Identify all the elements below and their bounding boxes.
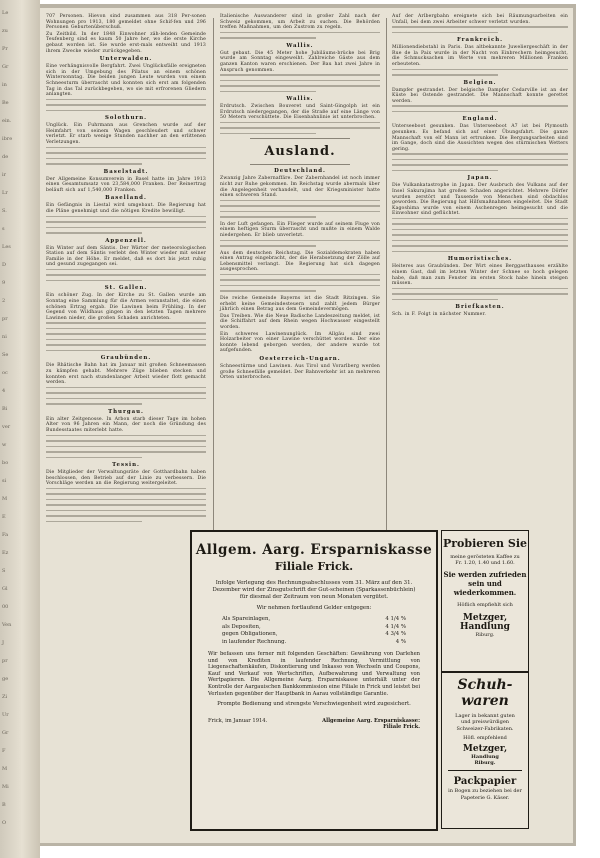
ad-title: Allgem. Aarg. Ersparniskasse: [195, 542, 433, 558]
section-heading: Belgien.: [463, 79, 497, 86]
section-heading: England.: [462, 116, 498, 123]
binding-fragment: ge: [2, 676, 9, 682]
article-text: Schneestürme und Lawinen. Aus Tirol und Vorarlberg werden große Schneefälle gemeldet. Der Bahnverkehr ist an mehreren Orten unterbrochen.: [220, 363, 380, 381]
rate-row: gegen Obligationen, 4 3/4 %: [222, 631, 406, 637]
divider: [250, 138, 350, 139]
article-text: Der Allgemeine Konsumverein in Basel hatte im Jahre 1913 einen Gesamtumsatz von 23,584,000 Franken. Der Reinertrag beläuft sich auf 1,540,000 Franken.: [46, 176, 206, 193]
article-text: Eine verhängnisvolle Bergfahrt. Zwei Unglücksfälle ereigneten sich in der Umgebung des Pilatus an einem schönen Wintersonntag. Die beiden jungen Leute wurden von einem Schneesturm überrascht und konnten sich erst am folgenden Tag in das Tal zurückbegeben, wo sie mit erfrorenen Gliedern anlangten.: [46, 64, 206, 98]
rate-row: Als Spareinlagen, 4 1/4 %: [222, 616, 406, 622]
binding-fragment: M: [2, 496, 8, 502]
binding-fragment: Bi: [2, 406, 8, 412]
binding-fragment: S.: [2, 208, 7, 214]
binding-fragment: 00: [2, 604, 9, 610]
binding-fragment: Ur: [2, 712, 9, 718]
packpapier-headline: Packpapier: [453, 776, 517, 788]
section-heading: Briefkasten.: [455, 304, 505, 311]
article-text: Gut gebaut. Die 45 Meter hohe Jubiläums-brücke bei Brig wurde am Sonntag eingeweiht. Zahlreiche Gäste aus dem ganzen Kanton waren erschienen. Der Bau hat zwei Jahre in Anspruch genommen.: [220, 50, 380, 73]
binding-fragment: Les: [2, 244, 11, 250]
section-heading: Baselland.: [105, 195, 147, 202]
article-text: Ein schöner Zug. In der Kirche zu St. Gallen wurde am Sonntag eine Sammlung für die Armen veranstaltet, die einen schönen Ertrag ergab. Die Lawinen beim Frühling. In der Gegend von Wildhaus gingen in den letzten Tagen mehrere Lawinen nieder, die großen Schaden anrichteten.: [46, 293, 206, 321]
binding-fragment: Be: [2, 100, 9, 106]
section-heading: Thurgau.: [108, 408, 144, 415]
binding-strip: [0, 0, 40, 858]
coffee-ad-shop: Metzger, Handlung: [460, 613, 510, 633]
shoes-ad-headline: Schuh-: [457, 677, 513, 693]
section-heading: Wallis.: [286, 96, 314, 103]
binding-fragment: Zi: [2, 694, 8, 700]
article-text: Heiteres aus Graubünden. Der Wirt eines Berggasthauses erzählte einem Gast, daß im letzten Winter der Schnee so hoch gelegen habe, daß man zum Fenster im ersten Stock habe hinein steigen müssen.: [392, 264, 568, 287]
article-text: Die reiche Gemeinde Bayerns ist die Stadt Ritzingen. Sie erhebt keine Gemeindesteuern und zahlt jedem Bürger jährlich einen Betrag aus dem Gemeindevermögen.: [220, 295, 380, 313]
article-text: Auf der Arlbergbahn ereignete sich bei Räumungsarbeiten ein Unfall, bei dem zwei Arbeiter schwer verletzt wurden.: [392, 14, 568, 25]
section-heading: Baselstadt.: [103, 168, 149, 175]
place-date: Frick, im Januar 1914.: [208, 718, 268, 725]
binding-fragment: de: [2, 154, 9, 160]
rate-row: in laufender Rechnung. 4 %: [222, 638, 406, 645]
binding-fragment: O: [2, 820, 7, 826]
coffee-ad-town: Riburg.: [475, 632, 495, 639]
binding-fragment: D: [2, 262, 7, 268]
section-heading: Deutschland.: [274, 168, 326, 175]
article-text: Sch. in F. Folgt in nächster Nummer.: [392, 312, 486, 318]
coffee-ad-line: meine gerösteten Kaffee zu: [450, 554, 520, 560]
article-text: Unterseeboot gesunken. Das Unterseeboot A7 ist bei Plymouth gesunken. Es befand sich auf einer Übungsfahrt. Die ganze Mannschaft von elf Mann ist ertrunken. Die Bergungsarbeiten sind im Gange, doch sind die Aussichten wegen des stürmischen Wetters gering.: [392, 124, 568, 152]
packpapier-line: Papeterie G. Käser.: [460, 794, 510, 801]
shoes-ad-line: Lager in bekannt guten: [455, 713, 515, 719]
column-rule: [386, 18, 387, 538]
article-text: Die Vulkankatastrophe in Japan. Der Ausbruch des Vulkans auf der Insel Sakurajima hat großen Schaden angerichtet. Mehrere Dörfer wurden zerstört und Tausende von Menschen sind obdachlos geworden. Die Regierung hat Hilfsmaßnahmen eingeleitet. Die Stadt Kagoshima wurde von einem Aschenregen heimgesucht und die Einwohner sind geflüchtet.: [392, 183, 568, 217]
binding-fragment: oc: [2, 370, 8, 376]
binding-fragment: Mi: [2, 784, 9, 790]
article-text: Die Mitglieder der Verwaltungsräte der Gotthardbahn haben beschlossen, den Betrieb auf der Linie zu verbessern. Die Vorschläge werden an die Regierung weitergeleitet.: [46, 470, 206, 487]
section-heading: Graubünden.: [100, 355, 152, 362]
rate-row: als Depositen, 4 1/4 %: [222, 623, 406, 630]
article-text: Ein alter Zeitgenosse. In Arbon starb dieser Tage im hohen Alter von 96 Jahren ein Mann, der noch die Gründung des Bundesstaates miterlebt hatte.: [46, 416, 206, 433]
binding-fragment: Le: [2, 10, 9, 16]
foreign-news-heading: Ausland.: [264, 144, 336, 160]
column-1: [46, 14, 206, 526]
binding-fragment: F: [2, 748, 6, 754]
ad-subtitle: Filiale Frick.: [274, 560, 354, 573]
coffee-ad-line: Höflich empfiehlt sich: [457, 601, 513, 608]
binding-fragment: ibre: [2, 136, 13, 142]
shoes-ad-line: Schweizer-Fabrikaten.: [456, 725, 514, 732]
packpapier-line: in Bogen zu beziehen bei der: [448, 788, 522, 795]
shoes-ad-town: Riburg.: [474, 760, 496, 767]
binding-fragment: Fa: [2, 532, 9, 538]
binding-fragment: in: [2, 82, 7, 88]
binding-fragment: 4: [2, 388, 6, 394]
binding-fragment: S: [2, 568, 6, 574]
signature: Allgemeine Aarg. Ersparniskasse: Filiale Frick.: [322, 718, 420, 731]
binding-fragment: Pr: [2, 46, 8, 52]
section-heading: Unterwalden.: [99, 56, 153, 63]
section-heading: Tessin.: [112, 462, 140, 469]
binding-fragment: Gr: [2, 730, 9, 736]
article-text: Erdrutsch. Zwischen Bouveret und Saint-Gingolph ist ein Erdrutsch niedergegangen, der die Straße auf eine Länge von 50 Metern verschüttete. Die Eisenbahnlinie ist unterbrochen.: [220, 104, 380, 121]
article-text: Zu Zeitbild. In der 1848 Einwohner zäh-lenden Gemeinde Teufenberg sind es kaum 50 Jahre her, wo die erste Kirche gebaut worden ist. Sie wurde erst-mals entweiht und 1913 ihrem Zwecke wieder zurückgegeben.: [46, 31, 206, 54]
article-text: Ein schweres Lawinenunglück. Im Allgäu sind zwei Holzarbeiter von einer Lawine verschüttet worden. Der eine konnte lebend geborgen werden, der andere wurde tot aufgefunden.: [220, 331, 380, 354]
article-text: Italienische Auswanderer sind in großer Zahl nach der Schweiz gekommen, um Arbeit zu suchen. Die Behörden treffen Maßnahmen, um den Zustrom zu regeln.: [220, 14, 380, 31]
shoes-ad-line: und preiswürdigen: [460, 719, 509, 726]
savings-bank-ad: [190, 530, 438, 831]
shoes-ad-line: Höfl. empfehlend: [463, 735, 507, 742]
article-text: Ein Gefängnis in Liestal wird umgebaut. Die Regierung hat die Pläne genehmigt und die nötigen Kredite bewilligt.: [46, 203, 206, 214]
coffee-ad-line: sein und wiederkommen.: [453, 578, 517, 597]
article-text: Dampfer gestrandet. Der belgische Dampfer Cedarville ist an der Küste bei Ostende gestrandet. Die Mannschaft konnte gerettet werden.: [392, 87, 568, 104]
divider: [448, 770, 522, 771]
section-heading: Humoristisches.: [447, 256, 513, 263]
binding-fragment: bo: [2, 460, 9, 466]
coffee-ad: [441, 530, 529, 672]
binding-fragment: Gl: [2, 586, 8, 592]
section-heading: Appenzell.: [105, 237, 147, 244]
ad-rates-intro: Wir nehmen fortlaufend Gelder entgegen:: [256, 605, 372, 611]
binding-fragment: 9: [2, 280, 6, 286]
binding-fragment: pr: [2, 658, 8, 664]
coffee-ad-line: Sie werden zufrieden: [443, 569, 527, 579]
binding-fragment: pr: [2, 316, 8, 322]
ad-notice: Infolge Verlegung des Rechnungsabschlusses vom 31. März auf den 31. Dezember wird der Zinsgutschrift der Gut-scheinen (Sparkassenbüchlein) für diesmal der Zeitraum von neun Monaten vergütet.: [212, 580, 416, 600]
section-heading: Solothurn.: [104, 115, 148, 122]
section-heading: Frankreich.: [456, 37, 504, 44]
binding-fragment: E: [2, 514, 6, 520]
article-text: Zwanzig Jahre Zabernaffäre. Der Zabernhandel ist noch immer nicht zur Ruhe gekommen. Im Reichstag wurde abermals über die Angelegenheit verhandelt, und der Kriegsminister hatte einen schweren Stand.: [220, 176, 380, 199]
binding-fragment: zu: [2, 28, 8, 34]
binding-fragment: ein.: [2, 118, 12, 124]
section-heading: Oesterreich-Ungarn.: [259, 355, 341, 362]
ad-body: Wir befassen uns ferner mit folgenden Geschäften: Gewährung von Darlehen und von Krediten in laufender Rechnung, Vermittlung von Liegenschaftenkäufen, Diskontierung und Inkasso von Wechseln und Coupons, Kauf und Verkauf von Wertschriften, Aufbewahrung und Verwaltung von Wertpapieren. Die Allgemeine Aarg. Ersparniskasse unterhält unter der Kontrolle der Aargauischen Bankkommission eine Filiale in Frick und leistet bei Verlusten gegenüber der Hauptbank in Aarau vollständige Garantie.: [208, 651, 420, 697]
interest-rates: [192, 616, 436, 646]
column-3: [392, 14, 568, 319]
article-text: Ein Winter auf dem Säntis. Der Wärter der meteorologischen Station auf dem Säntis verlebt den Winter wieder mit seiner Familie in der Höhe. Er meldet, daß es dort bis jetzt ruhig und gesund zugegangen sei.: [46, 245, 206, 268]
newspaper-page: [40, 8, 573, 843]
shoes-ad-line: Handlung: [471, 753, 499, 760]
binding-fragment: B: [2, 802, 6, 808]
column-2: [220, 14, 380, 382]
binding-fragment: Ez: [2, 550, 9, 556]
binding-fragment: 2: [2, 298, 6, 304]
shoes-ad-headline: waren: [461, 693, 509, 709]
binding-fragment: M: [2, 766, 8, 772]
binding-fragment: ir: [2, 172, 6, 178]
coffee-ad-headline: Probieren Sie: [442, 537, 527, 550]
shoes-ad: [441, 672, 529, 829]
article-text: Das Treiben. Wie die Neue Badische Landeszeitung meldet, ist die Schiffahrt auf dem Rhein wegen Hochwasser eingestellt worden.: [220, 313, 380, 330]
section-heading: Wallis.: [286, 42, 314, 49]
binding-fragment: Se: [2, 352, 9, 358]
section-heading: Japan.: [467, 175, 493, 182]
ad-closing: Prompte Bedienung und strengste Verschwiegenheit wird zugesichert.: [217, 701, 411, 708]
section-heading: St. Gallen.: [104, 285, 148, 292]
shoes-ad-shop: Metzger,: [462, 743, 508, 754]
binding-fragment: w: [2, 442, 7, 448]
binding-fragment: J: [2, 640, 5, 646]
binding-fragment: Lr: [2, 190, 8, 196]
column-rule: [213, 18, 214, 538]
article-text: In der Luft gefangen. Ein Flieger wurde auf seinem Fluge von einem heftigen Sturm überrascht und mußte in einem Walde niedergehen. Er blieb unverletzt.: [220, 221, 380, 238]
binding-fragment: Ven: [2, 622, 12, 628]
article-text: 707 Personen. Hievon sind zusammen aus 318 Per-sonen Wohnungen pro 1913, 180 gemeldet ohne Schif-fen und 296 Personen Geburtenüberschuß.: [46, 14, 206, 31]
binding-fragment: ver: [2, 424, 11, 430]
article-text: Unglück. Ein Fuhrmann aus Grenchen wurde auf der Heimfahrt von seinem Wagen geschleudert und schwer verletzt. Er starb wenige Stunden nachher an den erlittenen Verletzungen.: [46, 123, 206, 145]
coffee-ad-line: Fr. 1.20, 1.40 und 1.60.: [455, 560, 515, 567]
ad-signature-row: [192, 718, 436, 730]
article-text: Millionendiebstahl in Paris. Das altbekannte Juweliergeschäft in der Rue de la Paix wurde in der Nacht von Einbrechern heimgesucht, die Schmucksachen im Werte von mehreren Millionen Franken erbeuteten.: [392, 45, 568, 67]
divider: [250, 164, 350, 165]
binding-fragment: Gr: [2, 64, 9, 70]
article-text: Aus dem deutschen Reichstag. Die Sozialdemokraten haben einen Antrag eingebracht, der die Herabsetzung der Zölle auf Lebensmittel verlangt. Die Regierung hat sich dagegen ausgesprochen.: [220, 250, 380, 273]
binding-fragment: ni: [2, 334, 7, 340]
binding-fragment: si: [2, 478, 7, 484]
article-text: Die Rhätische Bahn hat im Januar mit großen Schneemassen zu kämpfen gehabt. Mehrere Züge blieben stecken und konnten erst nach stundenlanger Arbeit wieder flott gemacht werden.: [46, 363, 206, 386]
binding-fragment: s: [2, 226, 5, 232]
